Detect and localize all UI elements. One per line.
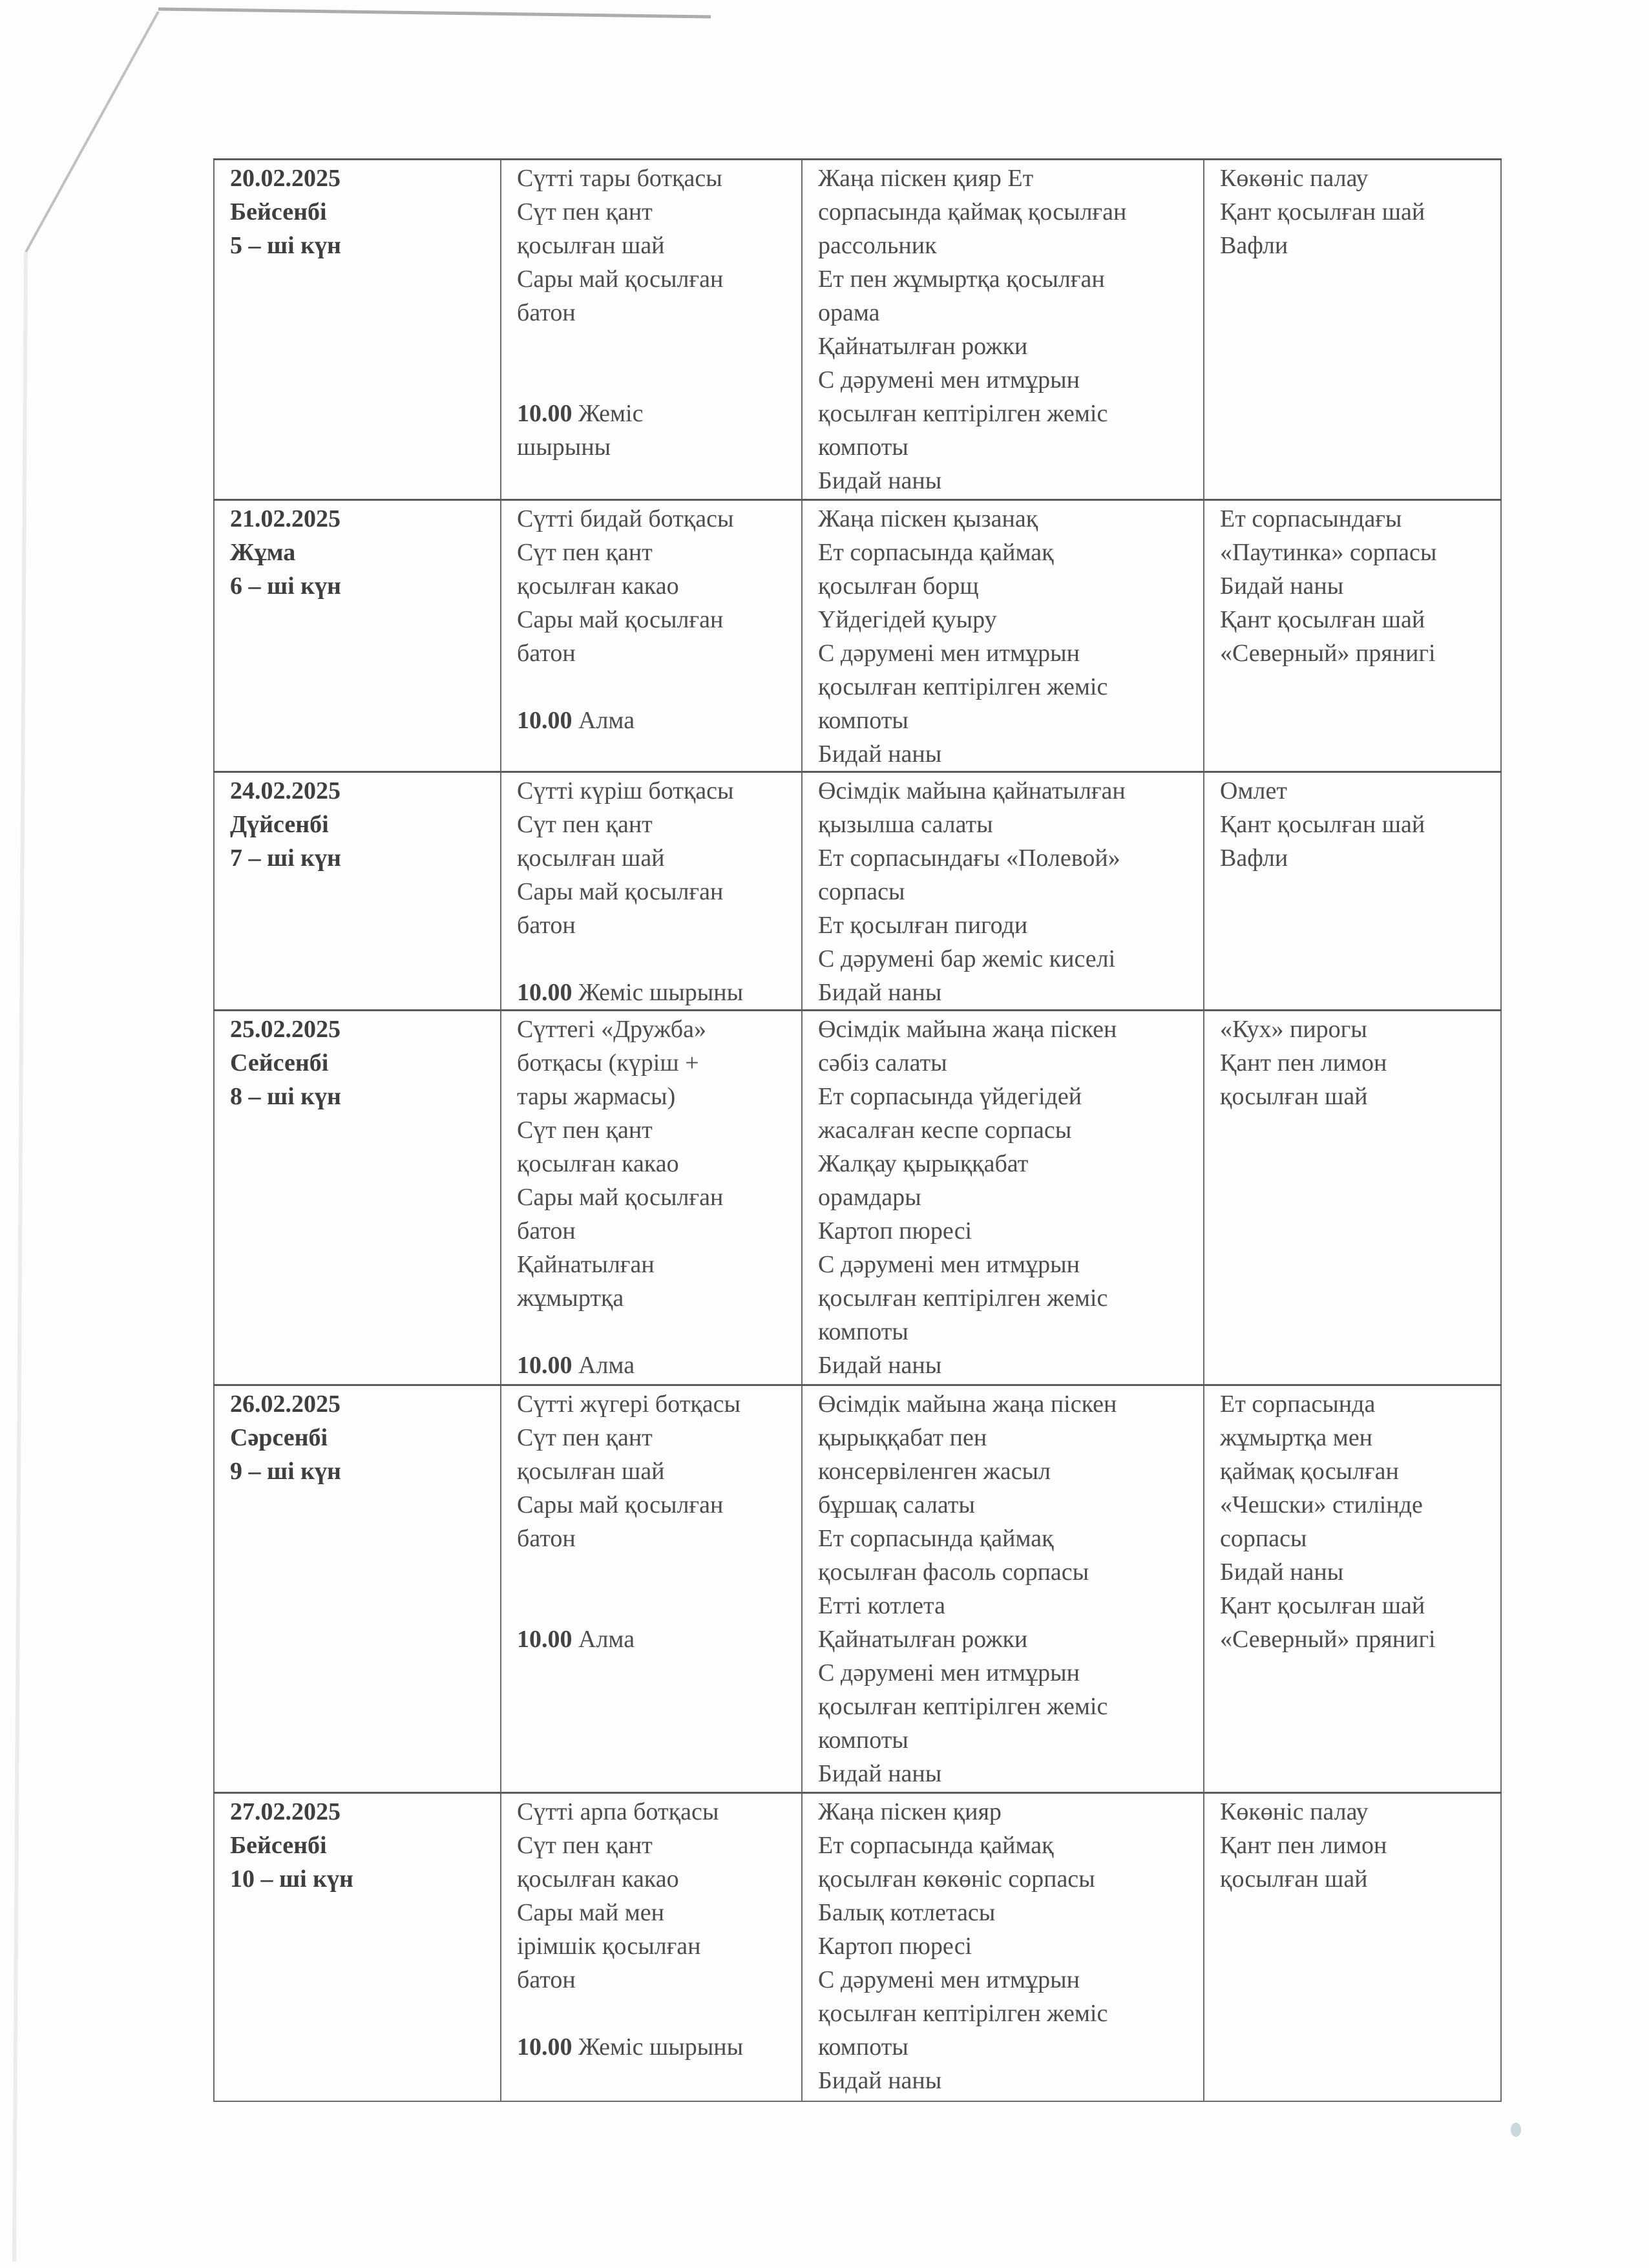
lunch-cell-line: С дәрумені бар жеміс киселі [818,945,1116,972]
day-cell-line: Бейсенбі [230,1832,327,1859]
lunch-cell-line: Картоп пюресі [818,1217,972,1244]
blank-line [517,942,795,976]
breakfast-cell-line: батон [517,1525,576,1552]
day-cell [214,1011,501,1385]
lunch-cell-line: қосылған фасоль сорпасы [818,1559,1089,1586]
menu-table-body [214,160,1501,2101]
breakfast-cell-line: батон [517,912,576,939]
lunch-cell-line: С дәрумені мен итмұрын [818,640,1080,667]
snack-item: Алма [578,707,635,734]
dinner-cell [1204,1385,1501,1793]
dinner-cell-line: Қант қосылған шай [1220,811,1425,838]
lunch-cell-line: Ет сорпасында қаймақ [818,1525,1054,1552]
lunch-cell-line: қосылған кептірілген жеміс [818,2000,1108,2027]
lunch-cell-line: С дәрумені мен итмұрын [818,1966,1080,1993]
day-cell-line: 27.02.2025 [230,1798,341,1825]
lunch-cell [802,160,1204,500]
day-cell-line: 10 – ші күн [230,1865,353,1893]
lunch-cell-line: Ет сорпасында қаймақ [818,539,1054,566]
breakfast-cell [501,1793,802,2101]
dinner-cell-line: «Северный» прянигі [1220,640,1436,667]
dinner-cell [1204,160,1501,500]
dinner-cell-line: Ет сорпасындағы [1220,505,1402,532]
dinner-cell [1204,1793,1501,2101]
lunch-cell [802,1793,1204,2101]
page-edge-left [14,252,26,2262]
lunch-cell-line: компоты [818,2033,909,2061]
breakfast-cell-line: Сүт пен қант [517,1117,653,1144]
lunch-cell-line: Өсімдік майына жаңа піскен [818,1016,1117,1043]
day-cell-line: Жұма [230,539,296,566]
snack-line [517,1622,795,1656]
breakfast-cell-line: Сүт пен қант [517,1424,653,1451]
breakfast-cell-line: қосылған какао [517,1865,679,1893]
day-cell-line: 7 – ші күн [230,845,341,872]
lunch-cell-line: Бидай наны [818,979,942,1006]
lunch-cell-line: компоты [818,434,909,461]
dinner-cell-line: сорпасы [1220,1525,1307,1552]
lunch-cell [802,1385,1204,1793]
dinner-cell-line: жұмыртқа мен [1220,1424,1373,1451]
lunch-cell-line: Ет сорпасында үйдегідей [818,1083,1082,1110]
lunch-cell-line: Жаңа піскен қияр Ет [818,165,1034,192]
snack-item: Жеміс шырыны [578,979,744,1006]
blank-line [517,1555,795,1589]
lunch-cell-line: қосылған кептірілген жеміс [818,1285,1108,1312]
breakfast-cell-line: қосылған какао [517,572,679,600]
dinner-cell-line: Қант қосылған шай [1220,606,1425,633]
lunch-cell-line: Ет пен жұмыртқа қосылған [818,266,1105,293]
blank-line [517,1315,795,1349]
breakfast-cell-line: Сүт пен қант [517,1832,653,1859]
lunch-cell-line: Өсімдік майына жаңа піскен [818,1391,1117,1418]
lunch-cell-line: компоты [818,707,909,734]
dinner-cell-line: Вафли [1220,845,1288,872]
dinner-cell-line: Вафли [1220,232,1288,259]
dinner-cell-line: «Паутинка» сорпасы [1220,539,1437,566]
menu-row [214,1385,1501,1793]
breakfast-cell-line: Сары май қосылған [517,878,724,905]
menu-row [214,160,1501,500]
lunch-cell-line: сәбіз салаты [818,1049,947,1076]
lunch-cell [802,772,1204,1011]
day-cell-line: 24.02.2025 [230,777,341,804]
snack-time: 10.00 [517,2033,572,2061]
lunch-cell-line: С дәрумені мен итмұрын [818,1251,1080,1278]
breakfast-cell-line: жұмыртқа [517,1285,624,1312]
lunch-cell-line: Ет қосылған пигоди [818,912,1028,939]
snack-line [517,1349,795,1382]
breakfast-cell-line: қосылған шай [517,232,665,259]
dinner-cell-line: «Чешски» стилінде [1220,1491,1423,1518]
blank-line [517,1997,795,2030]
breakfast-cell [501,1385,802,1793]
lunch-cell-line: қызылша салаты [818,811,993,838]
breakfast-cell-line: батон [517,1217,576,1244]
lunch-cell-line: орамдары [818,1184,921,1211]
dinner-cell-line: Көкөніс палау [1220,1798,1369,1825]
day-cell-line: 9 – ші күн [230,1458,341,1485]
snack-time: 10.00 [517,707,572,734]
breakfast-cell-line: батон [517,640,576,667]
snack-time: 10.00 [517,1352,572,1379]
lunch-cell-line: консервіленген жасыл [818,1458,1051,1485]
lunch-cell-line: Балық котлетасы [818,1899,996,1926]
breakfast-cell-line: Сүтті күріш ботқасы [517,777,734,804]
lunch-cell-line: Жаңа піскен қызанақ [818,505,1038,532]
lunch-cell-line: Бидай наны [818,740,942,768]
snack-time: 10.00 [517,400,572,427]
breakfast-cell [501,1011,802,1385]
day-cell-line: 20.02.2025 [230,165,341,192]
lunch-cell-line: С дәрумені мен итмұрын [818,1659,1080,1686]
breakfast-cell-line: Сүтті тары ботқасы [517,165,722,192]
snack-item: Жеміс [578,400,644,427]
breakfast-cell-line: тары жармасы) [517,1083,676,1110]
lunch-cell-line: қырыққабат пен [818,1424,987,1451]
breakfast-cell-line: Сары май мен [517,1899,664,1926]
breakfast-cell-line: ірімшік қосылған [517,1933,701,1960]
lunch-cell-line: жасалған кеспе сорпасы [818,1117,1072,1144]
dinner-cell-line: қосылған шай [1220,1865,1368,1893]
snack-item: Алма [578,1352,635,1379]
menu-table [213,158,1502,2102]
dinner-cell-line: Қант қосылған шай [1220,1592,1425,1619]
breakfast-cell-line: Сүт пен қант [517,811,653,838]
day-cell-line: 8 – ші күн [230,1083,341,1110]
snack-line [517,2030,795,2064]
day-cell [214,1385,501,1793]
lunch-cell-line: компоты [818,1318,909,1345]
dinner-cell-line: Қант пен лимон [1220,1832,1387,1859]
lunch-cell [802,1011,1204,1385]
lunch-cell-line: Үйдегідей қуыру [818,606,997,633]
breakfast-cell-line: Сүтті арпа ботқасы [517,1798,719,1825]
lunch-cell-line: орама [818,299,880,326]
lunch-cell-line: Ет сорпасында қаймақ [818,1832,1054,1859]
day-cell-line: Сәрсенбі [230,1424,328,1451]
lunch-cell-line: қосылған кептірілген жеміс [818,673,1108,700]
lunch-cell-line: қосылған кептірілген жеміс [818,1693,1108,1720]
lunch-cell-line: Етті котлета [818,1592,945,1619]
lunch-cell-line: сорпасында қаймақ қосылған [818,198,1127,226]
snack-item: Жеміс шырыны [578,2033,744,2061]
day-cell-line: Дүйсенбі [230,811,329,838]
dinner-cell-line: Ет сорпасында [1220,1391,1376,1418]
breakfast-cell-line: Сүт пен қант [517,539,653,566]
menu-row [214,500,1501,772]
breakfast-cell [501,772,802,1011]
blank-line [517,363,795,397]
lunch-cell-line: Қайнатылған рожки [818,333,1028,360]
lunch-cell-line: С дәрумені мен итмұрын [818,366,1080,394]
lunch-cell-line: Бидай наны [818,467,942,494]
dinner-cell-line: «Северный» прянигі [1220,1626,1436,1653]
lunch-cell-line: Жалқау қырыққабат [818,1150,1029,1177]
snack-time: 10.00 [517,979,572,1006]
breakfast-cell-line: қосылған шай [517,845,665,872]
snack-item: шырыны [517,434,611,461]
lunch-cell-line: Қайнатылған рожки [818,1626,1028,1653]
breakfast-cell-line: қосылған какао [517,1150,679,1177]
breakfast-cell-line: Сүтті бидай ботқасы [517,505,734,532]
lunch-cell-line: компоты [818,1727,909,1754]
lunch-cell-line: Бидай наны [818,1352,942,1379]
dinner-cell [1204,500,1501,772]
dinner-cell-line: «Кух» пирогы [1220,1016,1367,1043]
dinner-cell-line: Бидай наны [1220,572,1344,600]
day-cell-line: 21.02.2025 [230,505,341,532]
dinner-cell [1204,1011,1501,1385]
lunch-cell-line: Бидай наны [818,2067,942,2094]
dinner-cell-line: қосылған шай [1220,1083,1368,1110]
blank-line [517,670,795,704]
menu-row [214,1011,1501,1385]
snack-line [517,976,795,1009]
day-cell-line: 26.02.2025 [230,1391,341,1418]
breakfast-cell-line: Сүтті жүгері ботқасы [517,1391,741,1418]
dinner-cell-line: Көкөніс палау [1220,165,1369,192]
lunch-cell-line: рассольник [818,232,937,259]
dinner-cell-line: Қант пен лимон [1220,1049,1387,1076]
day-cell-line: 25.02.2025 [230,1016,341,1043]
scan-smudge [1511,2123,1521,2137]
day-cell [214,772,501,1011]
breakfast-cell-line: батон [517,1966,576,1993]
breakfast-cell [501,500,802,772]
day-cell [214,160,501,500]
lunch-cell-line: Жаңа піскен қияр [818,1798,1002,1825]
dinner-cell [1204,772,1501,1011]
lunch-cell-line: сорпасы [818,878,905,905]
breakfast-cell-line: Сүттегі «Дружба» [517,1016,706,1043]
lunch-cell-line: Ет сорпасындағы «Полевой» [818,845,1120,872]
snack-time: 10.00 [517,1626,572,1653]
breakfast-cell-line: Сары май қосылған [517,606,724,633]
blank-line [517,330,795,363]
day-cell [214,500,501,772]
breakfast-cell-line: Сүт пен қант [517,198,653,226]
page-fold-corner [26,12,158,252]
day-cell-line: Бейсенбі [230,198,327,226]
dinner-cell-line: Бидай наны [1220,1559,1344,1586]
breakfast-cell-line: Сары май қосылған [517,1184,724,1211]
dinner-cell-line: Омлет [1220,777,1287,804]
breakfast-cell-line: Қайнатылған [517,1251,655,1278]
breakfast-cell-line: Сары май қосылған [517,1491,724,1518]
snack-line [517,430,795,464]
lunch-cell-line: қосылған кептірілген жеміс [818,400,1108,427]
page-fold-top [158,9,711,17]
lunch-cell-line: Картоп пюресі [818,1933,972,1960]
breakfast-cell-line: батон [517,299,576,326]
day-cell [214,1793,501,2101]
lunch-cell-line: Бидай наны [818,1760,942,1787]
breakfast-cell-line: Сары май қосылған [517,266,724,293]
menu-row [214,1793,1501,2101]
snack-line [517,704,795,737]
breakfast-cell-line: қосылған шай [517,1458,665,1485]
lunch-cell-line: қосылған көкөніс сорпасы [818,1865,1095,1893]
dinner-cell-line: қаймақ қосылған [1220,1458,1399,1485]
day-cell-line: 5 – ші күн [230,232,341,259]
lunch-cell-line: Өсімдік майына қайнатылған [818,777,1126,804]
snack-line [517,397,795,430]
breakfast-cell-line: ботқасы (күріш + [517,1049,699,1076]
lunch-cell-line: бұршақ салаты [818,1491,975,1518]
menu-row [214,772,1501,1011]
lunch-cell [802,500,1204,772]
dinner-cell-line: Қант қосылған шай [1220,198,1425,226]
breakfast-cell [501,160,802,500]
blank-line [517,1589,795,1622]
day-cell-line: 6 – ші күн [230,572,341,600]
day-cell-line: Сейсенбі [230,1049,329,1076]
snack-item: Алма [578,1626,635,1653]
lunch-cell-line: қосылған борщ [818,572,979,600]
